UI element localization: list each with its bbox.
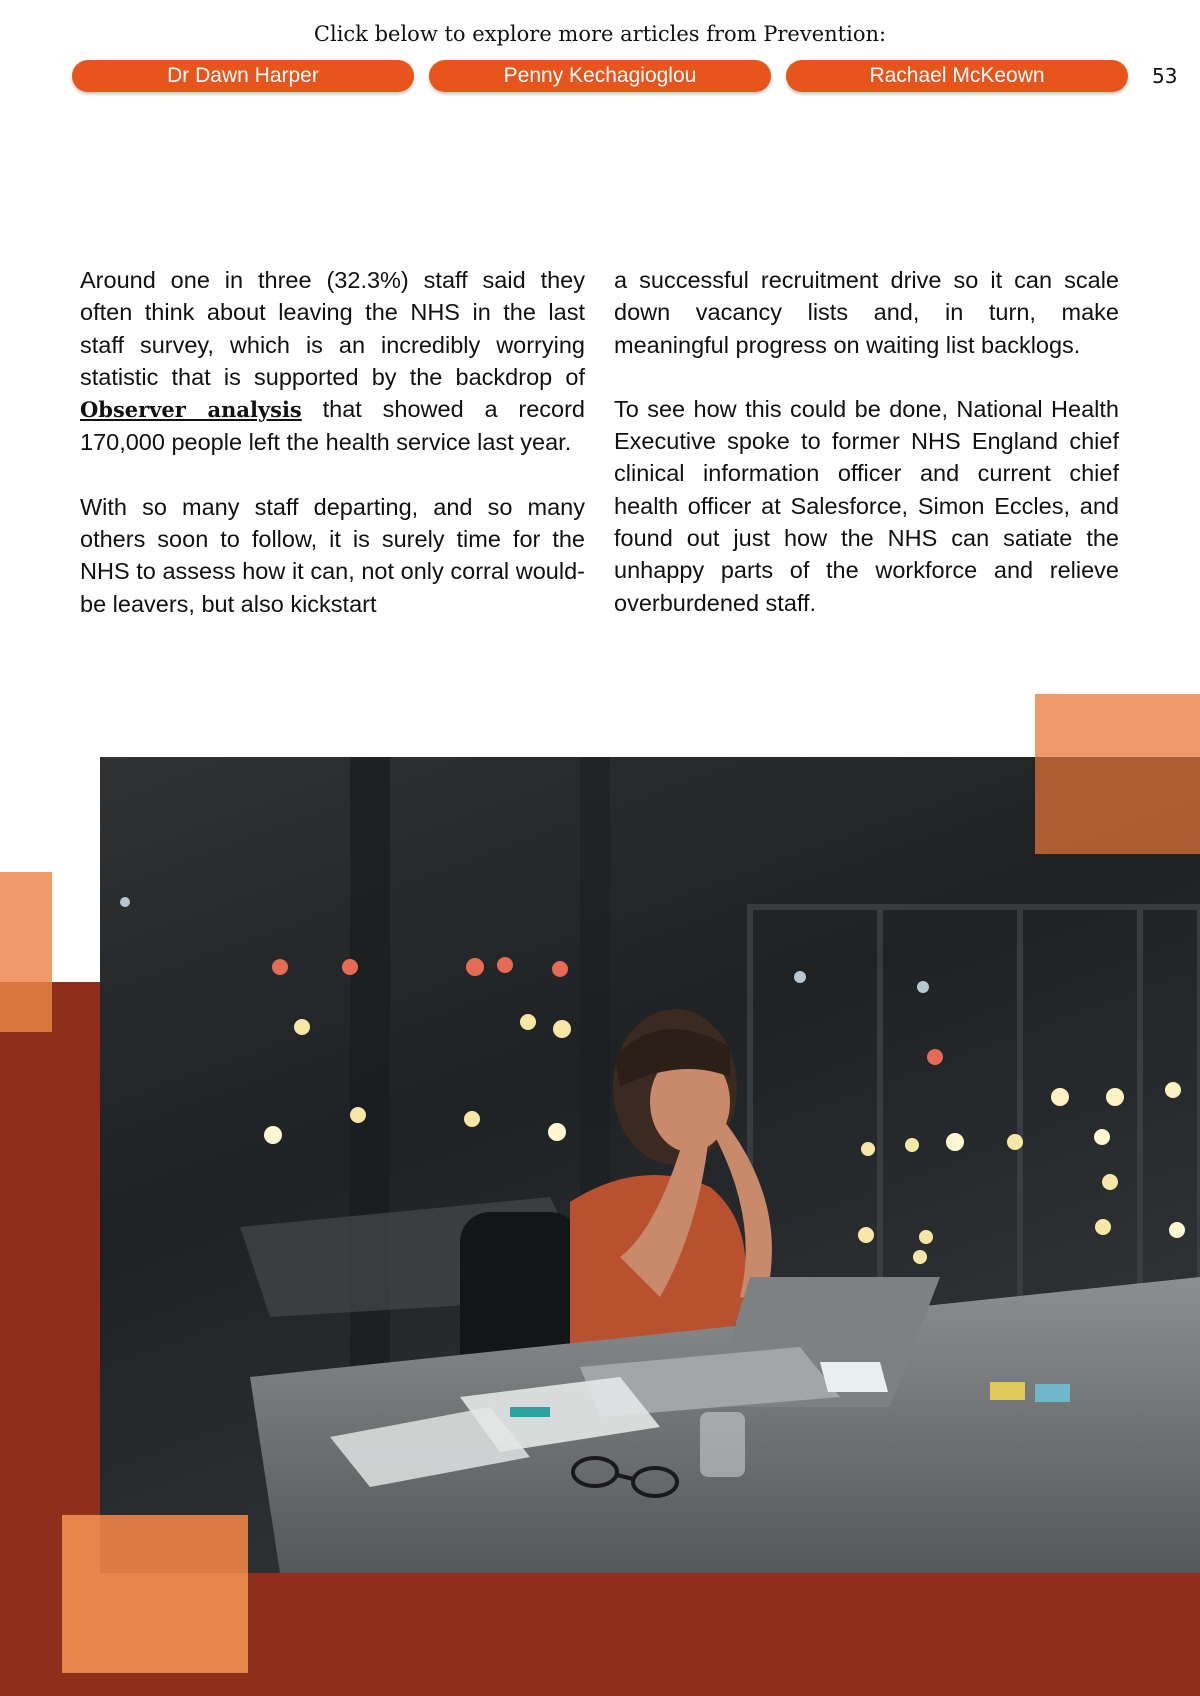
observer-analysis-link[interactable]: Observer analysis bbox=[80, 397, 302, 423]
explore-heading: Click below to explore more articles from Prevention: bbox=[313, 22, 887, 46]
paragraph: With so many staff departing, and so many others soon to follow, it is surely time for the NHS to assess how it can, not only corral would-be leavers, but also kickstart bbox=[80, 493, 585, 617]
paragraph bbox=[80, 264, 585, 459]
decorative-overlay-left bbox=[0, 982, 52, 1032]
article-column-right bbox=[614, 264, 1119, 651]
article-link-penny-kechagioglou[interactable]: Penny Kechagioglou bbox=[429, 60, 771, 92]
decorative-overlay-top-right bbox=[1035, 757, 1200, 854]
decorative-overlay-bottom-left bbox=[100, 1515, 248, 1573]
photo-illustration bbox=[100, 757, 1200, 1573]
paragraph-text: Around one in three (32.3%) staff said they often think about leaving the NHS in the last staff survey, which is an incredibly worrying statistic that is supported by the backdrop of bbox=[80, 267, 585, 390]
page-number: 53 bbox=[1152, 64, 1178, 88]
paragraph: a successful recruitment drive so it can scale down vacancy lists and, in turn, make meaningful progress on waiting list backlogs. bbox=[614, 267, 1119, 358]
paragraph-text: that showed a record 170,000 people left the health service last year. bbox=[80, 396, 585, 456]
paragraph: To see how this could be done, National Health Executive spoke to former NHS England chief clinical information officer and current chief health officer at Salesforce, Simon Eccles, and found out just how the NHS can satiate the unhappy parts of the workforce and relieve overburdened staff. bbox=[614, 395, 1119, 616]
article-link-rachael-mckeown[interactable]: Rachael McKeown bbox=[786, 60, 1128, 92]
office-night-photo bbox=[100, 757, 1200, 1573]
article-column-left bbox=[80, 264, 585, 652]
article-link-dr-dawn-harper[interactable]: Dr Dawn Harper bbox=[72, 60, 414, 92]
